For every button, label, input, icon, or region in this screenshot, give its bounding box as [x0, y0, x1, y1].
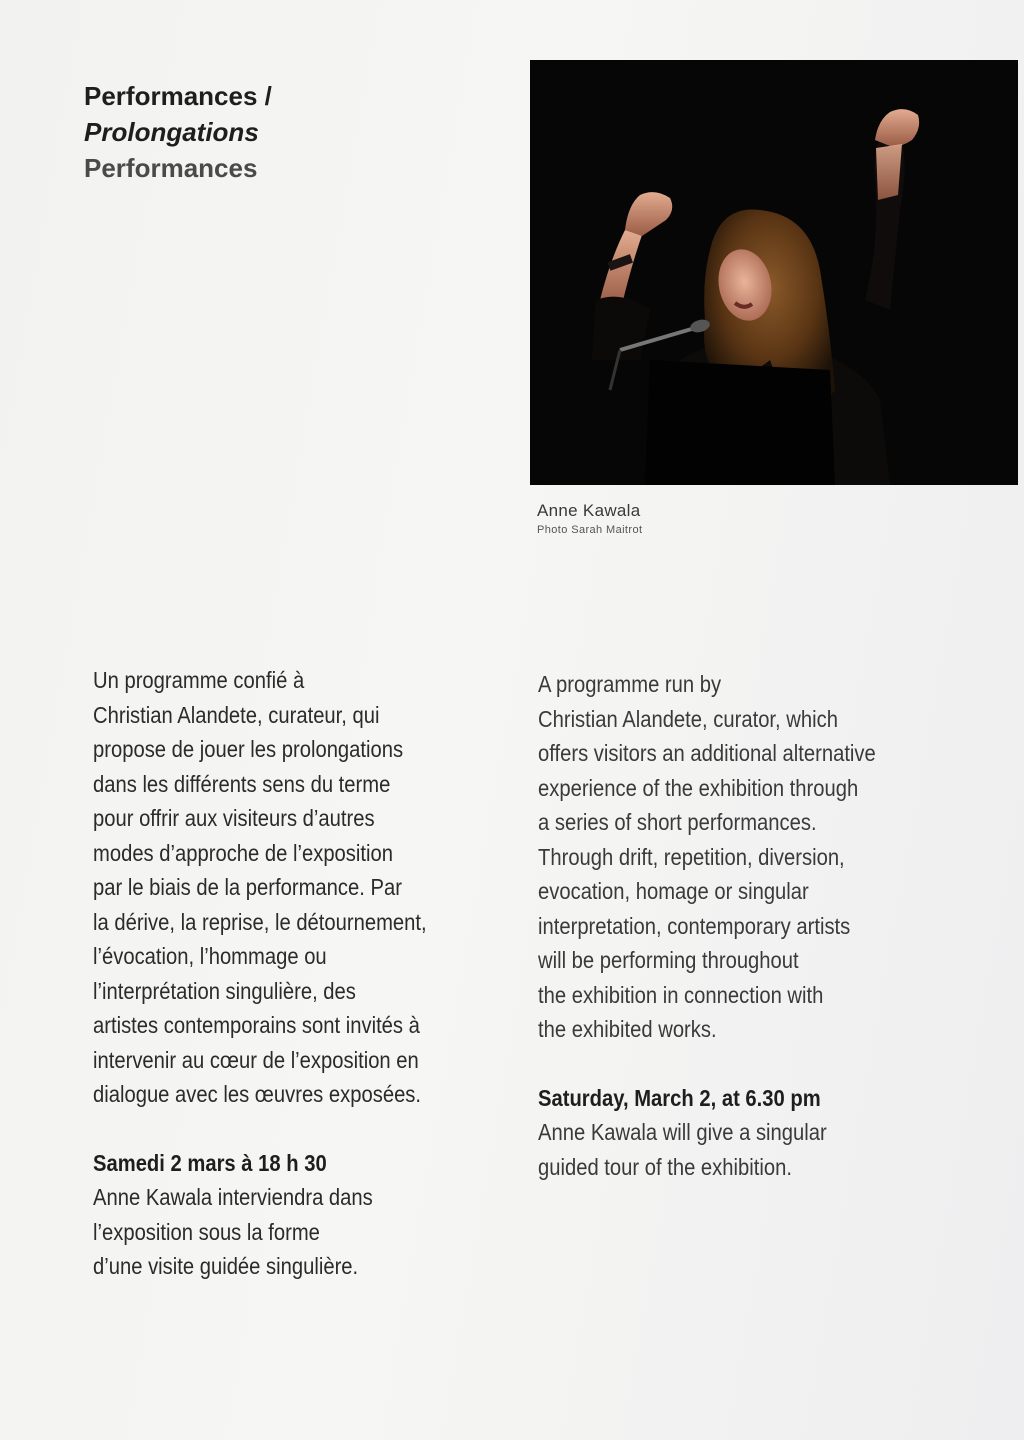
- text-line: will be performing throughout: [538, 947, 799, 973]
- french-event-description: [93, 1180, 523, 1284]
- text-line: the exhibited works.: [538, 1016, 717, 1042]
- text-line: Anne Kawala will give a singular: [538, 1119, 827, 1145]
- text-line: la dérive, la reprise, le détournement,: [93, 908, 427, 935]
- text-line: dialogue avec les œuvres exposées.: [93, 1081, 422, 1107]
- text-line: A programme run by: [538, 671, 722, 697]
- performer-photo-illustration: [530, 60, 1018, 485]
- caption-name: Anne Kawala: [537, 501, 641, 520]
- english-description: [538, 667, 968, 1047]
- text-line: Through drift, repetition, diversion,: [538, 843, 845, 870]
- text-line: a series of short performances.: [538, 809, 817, 835]
- text-line: artistes contemporains sont invités à: [93, 1012, 420, 1038]
- text-line: l’exposition sous la forme: [93, 1218, 320, 1245]
- text-line: par le biais de la performance. Par: [93, 874, 402, 900]
- text-line: the exhibition in connection with: [538, 981, 824, 1008]
- heading-line-1: Performances /: [84, 81, 272, 111]
- french-column: [93, 663, 523, 1284]
- text-line: Christian Alandete, curateur, qui: [93, 701, 380, 728]
- heading-line-2: Prolongations: [84, 117, 259, 147]
- french-description: [93, 663, 523, 1112]
- text-line: Anne Kawala interviendra dans: [93, 1184, 373, 1210]
- performer-photo: [530, 60, 1018, 485]
- text-line: propose de jouer les prolongations: [93, 736, 404, 762]
- english-event-description: [538, 1115, 968, 1184]
- english-event-date: Saturday, March 2, at 6.30 pm: [538, 1084, 821, 1111]
- text-line: l’interprétation singulière, des: [93, 977, 356, 1004]
- text-line: Christian Alandete, curator, which: [538, 705, 838, 732]
- text-line: guided tour of the exhibition.: [538, 1153, 792, 1180]
- english-column: [538, 667, 968, 1184]
- text-line: Un programme confié à: [93, 667, 305, 693]
- text-line: experience of the exhibition through: [538, 774, 859, 801]
- text-line: l’évocation, l’hommage ou: [93, 943, 327, 969]
- text-line: modes d’approche de l’exposition: [93, 839, 393, 866]
- text-line: pour offrir aux visiteurs d’autres: [93, 805, 375, 831]
- text-line: evocation, homage or singular: [538, 878, 809, 904]
- text-line: dans les différents sens du terme: [93, 770, 391, 797]
- text-line: d’une visite guidée singulière.: [93, 1253, 359, 1279]
- photo-caption: [537, 500, 642, 538]
- french-event-date: Samedi 2 mars à 18 h 30: [93, 1149, 327, 1176]
- section-heading: [84, 78, 272, 186]
- text-line: offers visitors an additional alternative: [538, 740, 876, 766]
- text-line: intervenir au cœur de l’exposition en: [93, 1046, 419, 1073]
- caption-credit: Photo Sarah Maitrot: [537, 524, 643, 536]
- heading-line-3: Performances: [84, 153, 258, 183]
- text-line: interpretation, contemporary artists: [538, 912, 851, 939]
